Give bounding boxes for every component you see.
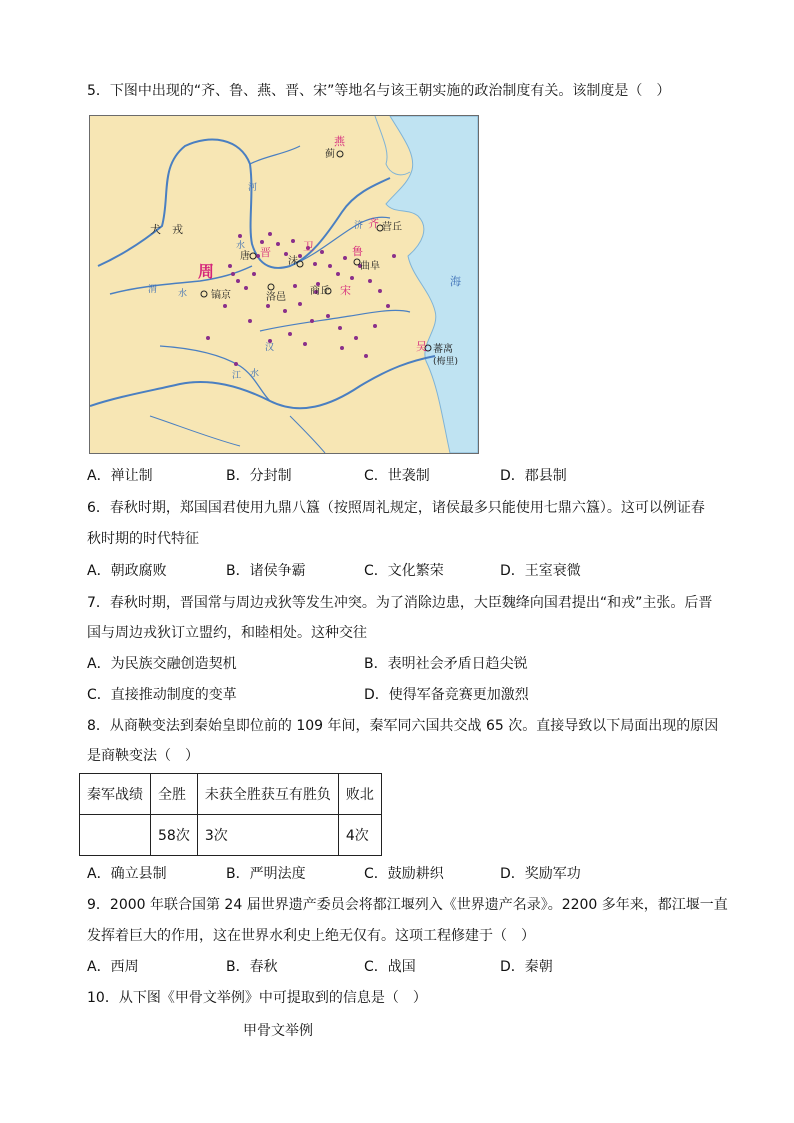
label-haojing: 镐京 bbox=[211, 290, 231, 301]
q6-stem-line1: 6．春秋时期，郑国国君使用九鼎八簋（按照周礼规定，诸侯最多只能使用七鼎六簋）。这可以例证春 bbox=[87, 500, 705, 516]
q5-stem: 5．下图中出现的“齐、鲁、燕、晋、宋”等地名与该王朝实施的政治制度有关。该制度是（ ） bbox=[87, 83, 671, 99]
label-shangqiu: 商丘 bbox=[310, 286, 330, 297]
q5-option-a[interactable]: A．禅让制 bbox=[87, 468, 153, 484]
label-han: 汉 bbox=[265, 343, 275, 353]
label-luoyi: 洛邑 bbox=[266, 292, 286, 303]
table-header-cell: 败北 bbox=[338, 774, 381, 815]
label-he: 河 bbox=[248, 183, 258, 193]
table-header-cell: 未获全胜获互有胜负 bbox=[197, 774, 338, 815]
label-ji-river: 济 bbox=[354, 221, 364, 231]
table-cell: 3次 bbox=[197, 815, 338, 856]
q8-option-c[interactable]: C．鼓励耕织 bbox=[364, 866, 444, 882]
label-quanrong: 犬 戎 bbox=[150, 223, 183, 236]
q5-option-c[interactable]: C．世袭制 bbox=[364, 468, 430, 484]
table-header-row bbox=[80, 774, 382, 815]
sea-area bbox=[386, 116, 478, 453]
label-shui-3: 水 bbox=[250, 369, 260, 379]
label-yingqiu: 营丘 bbox=[382, 222, 402, 233]
label-wu: 吴 bbox=[416, 340, 427, 353]
table-cell: 4次 bbox=[338, 815, 381, 856]
table-row bbox=[80, 815, 382, 856]
western-zhou-map bbox=[89, 115, 479, 454]
q7-option-d[interactable]: D．使得军备竞赛更加激烈 bbox=[364, 687, 529, 703]
label-ji: 蓟 bbox=[325, 149, 335, 160]
label-wei: 卫 bbox=[303, 240, 314, 253]
label-jin: 晋 bbox=[260, 246, 271, 259]
label-yan: 燕 bbox=[334, 135, 345, 148]
q10-stem: 10．从下图《甲骨文举例》中可提取到的信息是（ ） bbox=[87, 990, 427, 1006]
q7-stem-line2: 国与周边戎狄订立盟约，和睦相处。这种交往 bbox=[87, 625, 367, 641]
table-cell bbox=[80, 815, 151, 856]
q8-option-b[interactable]: B．严明法度 bbox=[226, 866, 306, 882]
label-hai: 海 bbox=[450, 275, 461, 288]
q5-option-d[interactable]: D．郡县制 bbox=[500, 468, 567, 484]
q7-option-c[interactable]: C．直接推动制度的变革 bbox=[87, 687, 237, 703]
q6-stem-line2: 秋时期的时代特征 bbox=[87, 531, 199, 547]
q6-option-b[interactable]: B．诸侯争霸 bbox=[226, 563, 306, 579]
label-zhou: 周 bbox=[198, 262, 215, 281]
q9-stem-line1: 9．2000 年联合国第 24 届世界遗产委员会将都江堰列入《世界遗产名录》。2200 多年来，都江堰一直 bbox=[87, 897, 728, 913]
label-wei-river: 渭 bbox=[148, 285, 158, 295]
label-mo: 沬 bbox=[288, 256, 298, 267]
q8-stem-line1: 8．从商鞅变法到秦始皇即位前的 109 年间，秦军同六国共交战 65 次。直接导致以下局面出现的原因 bbox=[87, 718, 719, 734]
q9-option-d[interactable]: D．秦朝 bbox=[500, 959, 553, 975]
oracle-bone-caption: 甲骨文举例 bbox=[243, 1023, 313, 1039]
q8-option-d[interactable]: D．奖励军功 bbox=[500, 866, 581, 882]
label-tang: 唐 bbox=[240, 251, 250, 262]
label-jiang: 江 bbox=[232, 371, 242, 381]
q8-option-a[interactable]: A．确立县制 bbox=[87, 866, 167, 882]
label-fanli: 蕃离 bbox=[433, 344, 453, 355]
q9-option-b[interactable]: B．春秋 bbox=[226, 959, 278, 975]
fief-dots bbox=[206, 232, 396, 366]
label-shui-1: 水 bbox=[236, 241, 246, 251]
qin-battle-record-table bbox=[79, 773, 382, 856]
q7-option-a[interactable]: A．为民族交融创造契机 bbox=[87, 656, 237, 672]
q9-stem-line2: 发挥着巨大的作用，这在世界水利史上绝无仅有。这项工程修建于（ ） bbox=[87, 928, 535, 944]
label-shui-2: 水 bbox=[178, 289, 188, 299]
table-cell: 58次 bbox=[151, 815, 198, 856]
q5-option-b[interactable]: B．分封制 bbox=[226, 468, 292, 484]
label-lu: 鲁 bbox=[352, 245, 363, 258]
q7-option-b[interactable]: B．表明社会矛盾日趋尖锐 bbox=[364, 656, 528, 672]
label-qi: 齐 bbox=[368, 217, 379, 230]
yangtze-river bbox=[90, 356, 435, 408]
q6-option-a[interactable]: A．朝政腐败 bbox=[87, 563, 167, 579]
label-qufu: 曲阜 bbox=[360, 261, 380, 272]
q7-stem-line1: 7．春秋时期，晋国常与周边戎狄等发生冲突。为了消除边患，大臣魏绛向国君提出“和戎”主张。后晋 bbox=[87, 595, 713, 611]
table-header-cell: 秦军战绩 bbox=[80, 774, 151, 815]
q9-option-a[interactable]: A．西周 bbox=[87, 959, 139, 975]
label-meili: (梅里) bbox=[433, 357, 459, 367]
q9-option-c[interactable]: C．战国 bbox=[364, 959, 416, 975]
q8-stem-line2: 是商鞅变法（ ） bbox=[87, 748, 199, 764]
q6-option-c[interactable]: C．文化繁荣 bbox=[364, 563, 444, 579]
label-song: 宋 bbox=[340, 284, 351, 297]
q6-option-d[interactable]: D．王室衰微 bbox=[500, 563, 581, 579]
table-header-cell: 全胜 bbox=[151, 774, 198, 815]
